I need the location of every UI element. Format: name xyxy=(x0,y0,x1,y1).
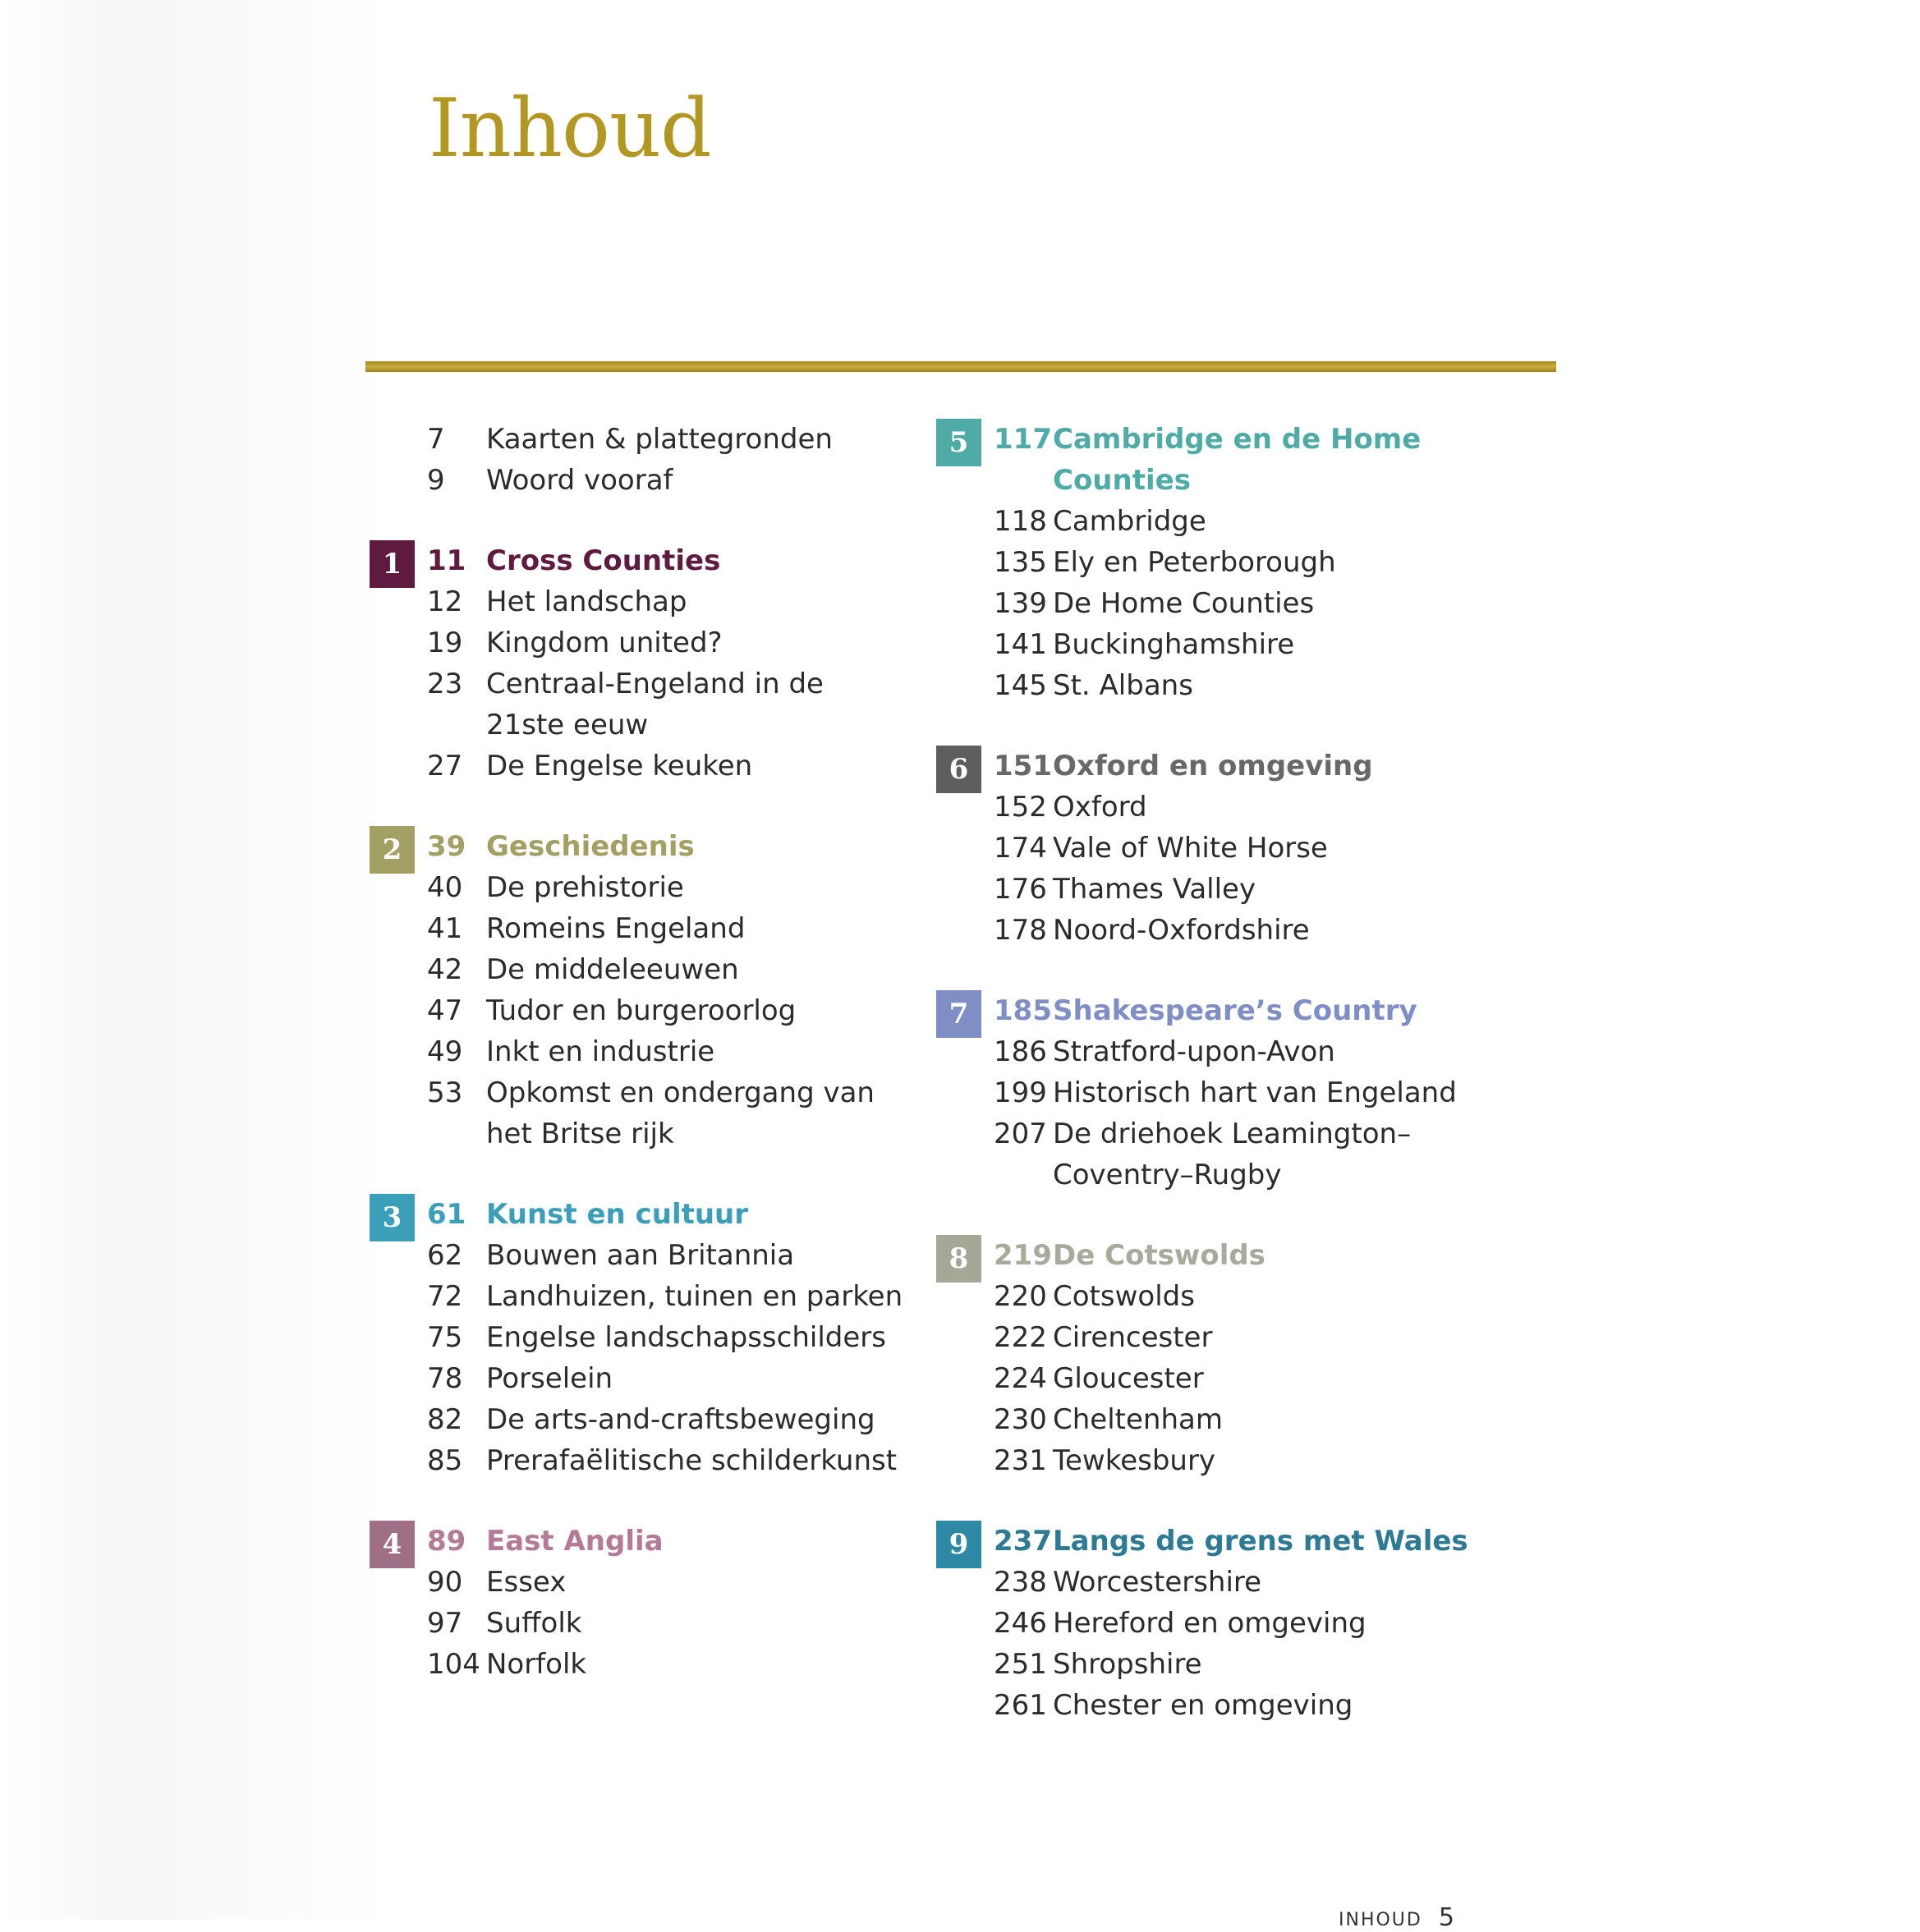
toc-page-number: 85 xyxy=(427,1444,463,1477)
toc-entry-title: Bouwen aan Britannia xyxy=(486,1239,795,1272)
chapter-heading-9[interactable] xyxy=(932,1521,1507,1562)
toc-entry[interactable] xyxy=(932,1562,1507,1603)
toc-entry[interactable] xyxy=(932,624,1507,665)
toc-entry-title: Hereford en omgeving xyxy=(1053,1607,1367,1640)
chapter-number-badge: 7 xyxy=(936,990,981,1038)
toc-entry-title: Romeins Engeland xyxy=(486,912,746,945)
toc-page-number: 186 xyxy=(994,1035,1047,1068)
toc-entry-title: Norfolk xyxy=(486,1648,587,1681)
toc-entry[interactable] xyxy=(365,1235,907,1276)
toc-entry-title: St. Albans xyxy=(1053,669,1193,702)
toc-entry[interactable] xyxy=(932,1603,1507,1644)
chapter-title: Langs de grens met Wales xyxy=(1053,1525,1468,1558)
page-footer xyxy=(1339,1903,1456,1932)
toc-entry-title: De prehistorie xyxy=(486,871,684,904)
chapter-heading-7[interactable] xyxy=(932,990,1507,1031)
toc-page-number: 49 xyxy=(427,1035,463,1068)
toc-entry[interactable] xyxy=(932,1031,1507,1072)
chapter-page-number: 61 xyxy=(427,1198,466,1231)
toc-entry-title: Cambridge xyxy=(1053,505,1206,538)
toc-entry[interactable] xyxy=(365,1031,907,1072)
toc-entry[interactable] xyxy=(932,1685,1507,1726)
chapter-title: Geschiedenis xyxy=(486,830,695,863)
toc-entry-title: Worcestershire xyxy=(1053,1566,1262,1599)
toc-entry[interactable] xyxy=(365,1276,907,1317)
toc-entry[interactable] xyxy=(365,1317,907,1358)
chapter-page-number: 151 xyxy=(994,750,1052,782)
toc-entry[interactable] xyxy=(365,460,907,501)
chapter-title: Kunst en cultuur xyxy=(486,1198,749,1231)
toc-entry[interactable] xyxy=(932,542,1507,583)
toc-page-number: 145 xyxy=(994,669,1047,702)
toc-entry-title: Thames Valley xyxy=(1053,873,1256,906)
toc-entry[interactable] xyxy=(932,1440,1507,1481)
chapter-number-badge: 2 xyxy=(370,826,415,874)
toc-page-number: 7 xyxy=(427,423,445,456)
toc-page-number: 72 xyxy=(427,1280,463,1313)
chapter-page-number: 117 xyxy=(994,423,1052,456)
toc-entry-title: Buckinghamshire xyxy=(1053,628,1295,661)
toc-entry-title: De Engelse keuken xyxy=(486,750,753,782)
toc-page-number: 207 xyxy=(994,1117,1047,1150)
chapter-heading-1[interactable] xyxy=(365,540,907,581)
toc-page-number: 104 xyxy=(427,1648,480,1681)
toc-page-number: 174 xyxy=(994,832,1047,865)
toc-entry[interactable] xyxy=(932,1358,1507,1399)
toc-entry[interactable] xyxy=(365,419,907,460)
toc-entry[interactable] xyxy=(365,663,907,746)
toc-page-number: 199 xyxy=(994,1076,1047,1109)
footer-section-label: INHOUD xyxy=(1339,1910,1422,1930)
chapter-title: De Cotswolds xyxy=(1053,1239,1265,1272)
toc-right-column xyxy=(932,419,1507,1726)
toc-page-number: 139 xyxy=(994,587,1047,620)
chapter-title: Oxford en omgeving xyxy=(1053,750,1373,782)
toc-entry-title: Cotswolds xyxy=(1053,1280,1195,1313)
toc-entry[interactable] xyxy=(365,622,907,663)
chapter-page-number: 185 xyxy=(994,994,1052,1027)
toc-entry-title: De middeleeuwen xyxy=(486,953,739,986)
chapter-number-badge: 1 xyxy=(370,540,415,588)
toc-entry-title: Vale of White Horse xyxy=(1053,832,1328,865)
toc-entry[interactable] xyxy=(365,867,907,908)
toc-entry-title: Oxford xyxy=(1053,791,1147,824)
toc-page-number: 47 xyxy=(427,994,463,1027)
toc-entry-title: Chester en omgeving xyxy=(1053,1689,1353,1722)
toc-page-number: 62 xyxy=(427,1239,463,1272)
toc-page-number: 27 xyxy=(427,750,463,782)
toc-entry[interactable] xyxy=(932,501,1507,542)
toc-page-number: 261 xyxy=(994,1689,1047,1722)
chapter-heading-6[interactable] xyxy=(932,746,1507,787)
toc-page-number: 97 xyxy=(427,1607,463,1640)
toc-entry-title: Woord vooraf xyxy=(486,464,673,497)
toc-page-number: 220 xyxy=(994,1280,1047,1313)
toc-entry-title: Kingdom united? xyxy=(486,626,723,659)
toc-entry[interactable] xyxy=(365,581,907,622)
chapter-title: Cambridge en de Home Counties xyxy=(1053,423,1422,497)
toc-entry[interactable] xyxy=(932,1072,1507,1113)
toc-entry[interactable] xyxy=(932,1113,1507,1195)
chapter-number-badge: 9 xyxy=(936,1521,981,1568)
toc-page-number: 251 xyxy=(994,1648,1047,1681)
toc-entry[interactable] xyxy=(932,1644,1507,1685)
toc-entry[interactable] xyxy=(365,1440,907,1481)
toc-page-number: 178 xyxy=(994,914,1047,947)
toc-entry-title: Porselein xyxy=(486,1362,613,1395)
toc-entry[interactable] xyxy=(932,583,1507,624)
toc-entry-title: Tudor en burgeroorlog xyxy=(486,994,797,1027)
chapter-title: Cross Counties xyxy=(486,544,721,577)
toc-entry-title: Stratford-upon-Avon xyxy=(1053,1035,1335,1068)
chapter-title: East Anglia xyxy=(486,1525,664,1558)
chapter-heading-8[interactable] xyxy=(932,1235,1507,1276)
toc-page-number: 224 xyxy=(994,1362,1047,1395)
toc-page-number: 152 xyxy=(994,791,1047,824)
toc-page-number: 75 xyxy=(427,1321,463,1354)
chapter-heading-4[interactable] xyxy=(365,1521,907,1562)
page-gutter-shade xyxy=(0,0,386,1920)
toc-page-number: 230 xyxy=(994,1403,1047,1436)
toc-entry[interactable] xyxy=(365,990,907,1031)
chapter-heading-5[interactable] xyxy=(932,419,1507,501)
toc-page-number: 118 xyxy=(994,505,1047,538)
chapter-number-badge: 6 xyxy=(936,746,981,793)
chapter-heading-2[interactable] xyxy=(365,826,907,867)
toc-entry[interactable] xyxy=(365,1399,907,1440)
toc-page-number: 231 xyxy=(994,1444,1047,1477)
toc-page-number: 82 xyxy=(427,1403,463,1436)
chapter-title: Shakespeare’s Country xyxy=(1053,994,1417,1027)
toc-entry-title: Gloucester xyxy=(1053,1362,1204,1395)
toc-page-number: 9 xyxy=(427,464,445,497)
chapter-page-number: 11 xyxy=(427,544,466,577)
toc-entry[interactable] xyxy=(365,949,907,990)
toc-page-number: 19 xyxy=(427,626,463,659)
toc-page-number: 53 xyxy=(427,1076,463,1109)
toc-page-number: 78 xyxy=(427,1362,463,1395)
chapter-number-badge: 5 xyxy=(936,419,981,466)
toc-entry[interactable] xyxy=(365,908,907,949)
toc-entry-title: Inkt en industrie xyxy=(486,1035,715,1068)
toc-page-number: 246 xyxy=(994,1607,1047,1640)
toc-entry-title: Suffolk xyxy=(486,1607,582,1640)
toc-entry[interactable] xyxy=(365,1072,907,1154)
toc-page-number: 12 xyxy=(427,585,463,618)
toc-page-number: 176 xyxy=(994,873,1047,906)
chapter-number-badge: 8 xyxy=(936,1235,981,1283)
toc-entry[interactable] xyxy=(365,1644,907,1685)
toc-entry[interactable] xyxy=(932,1399,1507,1440)
toc-left-column xyxy=(365,419,907,1685)
toc-entry-title: Cheltenham xyxy=(1053,1403,1223,1436)
toc-entry-title: De driehoek Leamington–Coventry–Rugby xyxy=(1053,1117,1412,1191)
toc-entry-title: Prerafaëlitische schilderkunst xyxy=(486,1444,898,1477)
toc-entry[interactable] xyxy=(932,828,1507,869)
footer-page-number: 5 xyxy=(1438,1903,1456,1932)
toc-entry-title: Cirencester xyxy=(1053,1321,1213,1354)
toc-entry[interactable] xyxy=(365,746,907,787)
toc-page-number: 90 xyxy=(427,1566,463,1599)
toc-entry[interactable] xyxy=(365,1358,907,1399)
chapter-heading-3[interactable] xyxy=(365,1194,907,1235)
chapter-number-badge: 4 xyxy=(370,1521,415,1568)
chapter-page-number: 237 xyxy=(994,1525,1052,1558)
chapter-page-number: 39 xyxy=(427,830,466,863)
toc-entry[interactable] xyxy=(932,1276,1507,1317)
page-title: Inhoud xyxy=(429,82,711,176)
toc-entry[interactable] xyxy=(365,1603,907,1644)
toc-page-number: 222 xyxy=(994,1321,1047,1354)
toc-entry-title: Historisch hart van Engeland xyxy=(1053,1076,1457,1109)
toc-entry-title: Noord-Oxfordshire xyxy=(1053,914,1310,947)
toc-entry-title: De Home Counties xyxy=(1053,587,1315,620)
toc-page-number: 238 xyxy=(994,1566,1047,1599)
toc-entry-title: Landhuizen, tuinen en parken xyxy=(486,1280,903,1313)
toc-entry-title: Engelse landschapsschilders xyxy=(486,1321,886,1354)
toc-entry-title: Kaarten & plattegronden xyxy=(486,423,833,456)
toc-entry-title: De arts-and-craftsbeweging xyxy=(486,1403,875,1436)
title-divider-rule xyxy=(365,361,1556,372)
toc-entry[interactable] xyxy=(932,1317,1507,1358)
toc-page-number: 23 xyxy=(427,668,463,700)
toc-entry-title: Shropshire xyxy=(1053,1648,1202,1681)
toc-entry[interactable] xyxy=(932,665,1507,706)
toc-entry-title: Opkomst en ondergang van het Britse rijk xyxy=(486,1076,875,1150)
toc-entry-title: Centraal-Engeland in de 21ste eeuw xyxy=(486,668,824,741)
toc-entry[interactable] xyxy=(932,787,1507,828)
toc-entry-title: Ely en Peterborough xyxy=(1053,546,1336,579)
toc-page-number: 42 xyxy=(427,953,463,986)
toc-entry-title: Essex xyxy=(486,1566,567,1599)
toc-entry[interactable] xyxy=(365,1562,907,1603)
toc-entry[interactable] xyxy=(932,869,1507,910)
chapter-page-number: 219 xyxy=(994,1239,1052,1272)
toc-page-number: 141 xyxy=(994,628,1047,661)
toc-entry-title: Tewkesbury xyxy=(1053,1444,1216,1477)
chapter-number-badge: 3 xyxy=(370,1194,415,1241)
toc-page-number: 135 xyxy=(994,546,1047,579)
chapter-page-number: 89 xyxy=(427,1525,466,1558)
toc-page-number: 41 xyxy=(427,912,463,945)
toc-page-number: 40 xyxy=(427,871,463,904)
toc-entry[interactable] xyxy=(932,910,1507,951)
toc-entry-title: Het landschap xyxy=(486,585,687,618)
